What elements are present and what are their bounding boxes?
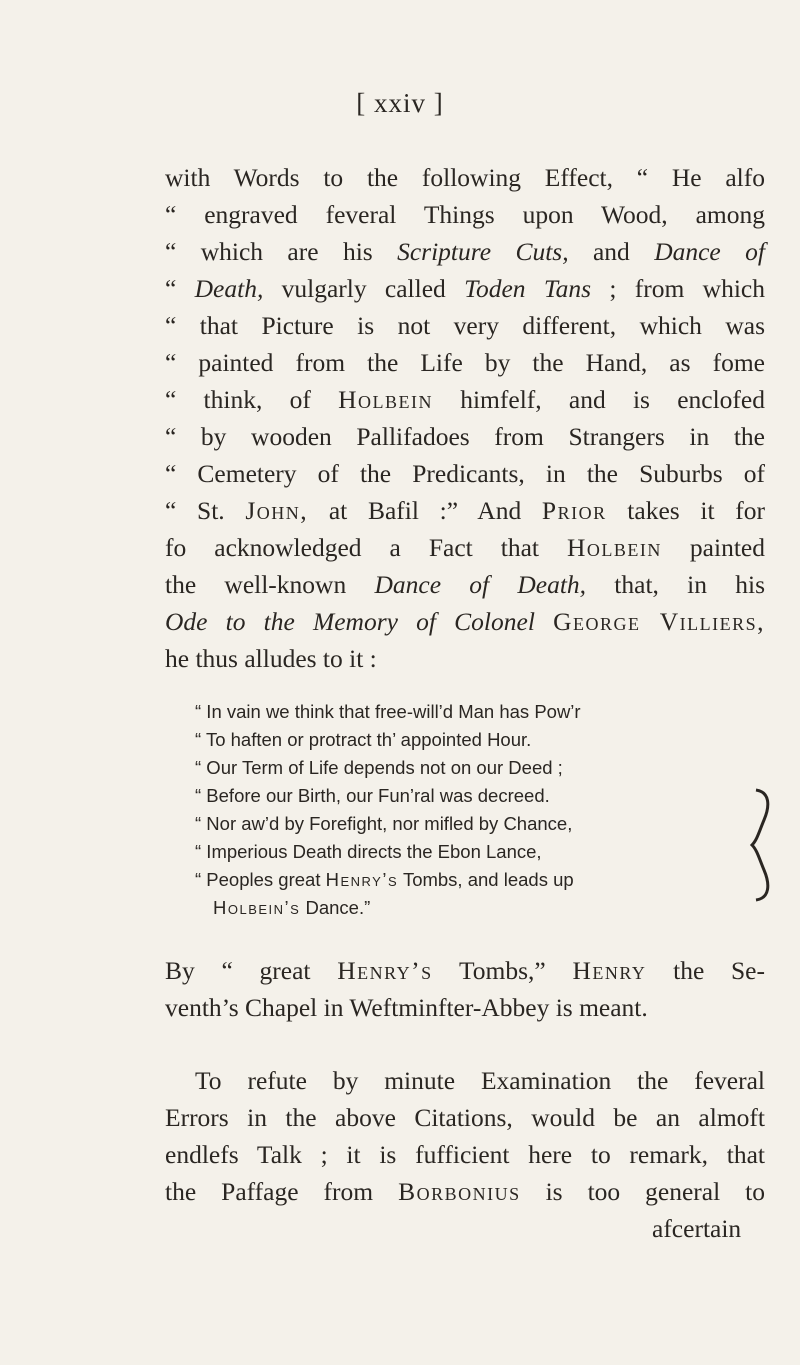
text-line: the Paffage from Borbonius is too general to bbox=[165, 1177, 765, 1206]
page-number: [ xxiv ] bbox=[356, 88, 444, 118]
text-line: Errors in the above Citations, would be an almoft bbox=[165, 1103, 765, 1132]
text-line: “ Cemetery of the Predicants, in the Suburbs of bbox=[165, 459, 765, 488]
verse-line: “ Imperious Death directs the Ebon Lance, bbox=[195, 841, 542, 862]
verse-line: “ Nor aw’d by Forefight, nor mifled by Chance, bbox=[195, 813, 573, 834]
text-line: “ painted from the Life by the Hand, as fome bbox=[165, 348, 765, 377]
text-line: “ think, of Holbein himfelf, and is enclofed bbox=[165, 385, 765, 414]
text-line: venth’s Chapel in Weftminfter-Abbey is meant. bbox=[165, 993, 648, 1022]
text-line: To refute by minute Examination the feveral bbox=[195, 1066, 765, 1095]
verse-line: “ To haften or protract th’ appointed Hour. bbox=[195, 729, 532, 750]
text-line: “ that Picture is not very different, which was bbox=[165, 311, 765, 340]
text-line: he thus alludes to it : bbox=[165, 644, 377, 673]
text-line: Ode to the Memory of Colonel George Villiers, bbox=[165, 607, 765, 636]
text-line: endlefs Talk ; it is fufficient here to remark, that bbox=[165, 1140, 765, 1169]
text-line: “ which are his Scripture Cuts, and Dance of bbox=[165, 237, 765, 266]
triplet-brace bbox=[748, 786, 774, 904]
text-line: the well-known Dance of Death, that, in his bbox=[165, 570, 765, 599]
text-line: “ Death, vulgarly called Toden Tans ; from which bbox=[165, 274, 765, 303]
text-line: “ by wooden Pallifadoes from Strangers in the bbox=[165, 422, 765, 451]
text-line: “ engraved feveral Things upon Wood, among bbox=[165, 200, 765, 229]
text-line: with Words to the following Effect, “ He alfo bbox=[165, 163, 765, 192]
verse-line: “ Peoples great Henry’s Tombs, and leads up bbox=[195, 869, 574, 890]
catchword: afcertain bbox=[652, 1214, 742, 1243]
text-line: “ St. John, at Bafil :” And Prior takes it for bbox=[165, 496, 765, 525]
text-line: fo acknowledged a Fact that Holbein painted bbox=[165, 533, 765, 562]
verse-line: Holbein’s Dance.” bbox=[213, 897, 371, 918]
verse-line: “ Our Term of Life depends not on our Deed ; bbox=[195, 757, 563, 778]
verse-line: “ In vain we think that free-will’d Man has Pow’r bbox=[195, 701, 581, 722]
text-line: By “ great Henry’s Tombs,” Henry the Se- bbox=[165, 956, 765, 985]
verse-line: “ Before our Birth, our Fun’ral was decreed. bbox=[195, 785, 550, 806]
